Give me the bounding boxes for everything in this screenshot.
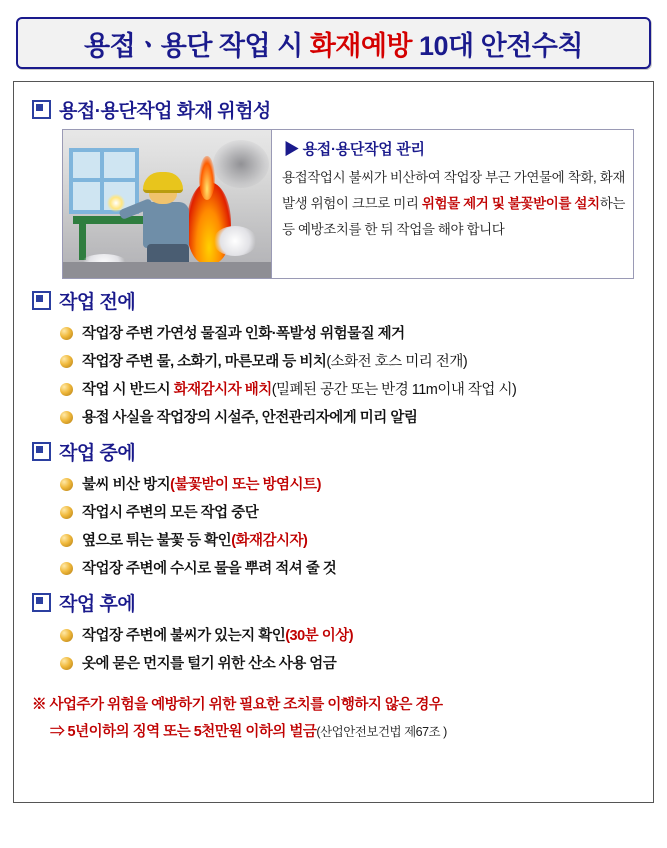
bullet-ball-icon xyxy=(60,411,73,424)
footer-line-1 xyxy=(32,692,641,719)
section-header-during xyxy=(32,438,641,465)
hazard-line-2b: 위험물 제거 xyxy=(421,196,489,211)
page-title-part2: 10대 안전수칙 xyxy=(412,30,583,61)
page-title-banner xyxy=(16,17,651,69)
hazard-callout-heading: ▶ 용접·용단작업 관리 xyxy=(284,141,425,158)
section-header-hazard xyxy=(32,96,641,123)
item-bold: 작업장 주변에 수시로 물을 뿌려 적셔 줄 것 xyxy=(82,561,337,577)
item-bold: 작업시 주변의 모든 작업 중단 xyxy=(82,505,259,521)
footer-penalty: 5년이하의 징역 또는 5천만원 이하의 벌금 xyxy=(67,724,317,740)
list-item xyxy=(60,471,641,499)
bullet-ball-icon xyxy=(60,629,73,642)
item-red: (불꽃받이 또는 방염시트) xyxy=(170,477,321,493)
list-after xyxy=(60,622,641,678)
page-title xyxy=(84,24,583,63)
hazard-callout xyxy=(272,130,633,278)
footer-arrow: ⇒ xyxy=(50,724,68,740)
bullet-ball-icon xyxy=(60,383,73,396)
section-header-after xyxy=(32,589,641,616)
item-bold: 용접 사실을 작업장의 시설주, 안전관리자에게 미리 알림 xyxy=(82,410,418,426)
list-item xyxy=(60,348,641,376)
list-item-text xyxy=(82,622,353,650)
item-bold: 작업장 주변 물, 소화기, 마른모래 등 비치 xyxy=(82,354,327,370)
footer-text-1: 사업주가 위험을 예방하기 위한 필요한 조치를 이행하지 않은 경우 xyxy=(49,697,443,713)
item-plain: (밀폐된 공간 또는 반경 11m이내 작업 시) xyxy=(271,382,517,398)
hazard-line-3a: 및 불꽃받이를 설치 xyxy=(491,196,600,211)
item-bold: 작업장 주변 가연성 물질과 인화·폭발성 위험물질 제거 xyxy=(82,326,405,342)
bullet-ball-icon xyxy=(60,327,73,340)
footer-note xyxy=(32,692,641,746)
item-plain: (소화전 호스 미리 전개) xyxy=(326,354,468,370)
square-bullet-icon xyxy=(32,593,51,612)
square-bullet-icon xyxy=(32,442,51,461)
bullet-ball-icon xyxy=(60,506,73,519)
list-item-text xyxy=(82,320,405,348)
bullet-ball-icon xyxy=(60,657,73,670)
item-red: (화재감시자) xyxy=(231,533,308,549)
section-title-after: 작업 후에 xyxy=(59,594,136,615)
item-bold: 작업 시 반드시 xyxy=(82,382,174,398)
list-item-text xyxy=(82,499,258,527)
list-item xyxy=(60,320,641,348)
item-bold: 옷에 묻은 먼지를 털기 위한 산소 사용 엄금 xyxy=(82,656,337,672)
footer-law-ref: (산업안전보건법 제67조 ) xyxy=(316,725,447,739)
hazard-line-1: 용접작업시 불씨가 비산하여 작업장 부근 가연물에 xyxy=(282,170,565,185)
list-item-text xyxy=(82,650,336,678)
list-during xyxy=(60,471,641,583)
list-item-text xyxy=(82,527,307,555)
square-bullet-icon xyxy=(32,291,51,310)
helmet-icon xyxy=(143,172,183,193)
list-item xyxy=(60,555,641,583)
list-item xyxy=(60,499,641,527)
item-bold: 불씨 비산 방지 xyxy=(82,477,171,493)
list-item xyxy=(60,404,641,432)
list-item xyxy=(60,527,641,555)
hazard-line-4: 작업을 해야 합니다 xyxy=(396,222,505,237)
list-item xyxy=(60,622,641,650)
list-item-text xyxy=(82,555,336,583)
bullet-ball-icon xyxy=(60,355,73,368)
footer-line-2 xyxy=(50,719,641,746)
hazard-line-3b: 하는 등 예방조치를 한 뒤 xyxy=(282,196,625,237)
section-header-before xyxy=(32,287,641,314)
list-item xyxy=(60,650,641,678)
list-before xyxy=(60,320,641,432)
list-item-text xyxy=(82,376,516,404)
bullet-ball-icon xyxy=(60,478,73,491)
hazard-block xyxy=(62,129,634,279)
hazard-callout-body xyxy=(282,165,625,243)
bullet-ball-icon xyxy=(60,534,73,547)
page-title-part1: 용접ㆍ용단 작업 시 xyxy=(84,30,310,61)
content-frame xyxy=(13,81,654,803)
page-title-highlight: 화재예방 xyxy=(309,30,413,61)
list-item-text xyxy=(82,471,321,499)
footer-mark: ※ xyxy=(32,697,50,713)
item-red: 화재감시자 배치 xyxy=(173,382,272,398)
hazard-line-2a: 착화, 화재발생 위험이 크므로 미리 xyxy=(282,170,625,211)
item-bold: 작업장 주변에 불씨가 있는지 확인 xyxy=(82,628,286,644)
list-item xyxy=(60,376,641,404)
section-title-before: 작업 전에 xyxy=(59,292,136,313)
item-bold: 옆으로 튀는 불꽃 등 확인 xyxy=(82,533,232,549)
section-title-during: 작업 중에 xyxy=(59,443,136,464)
list-item-text xyxy=(82,404,417,432)
welding-fire-illustration xyxy=(63,130,272,278)
item-red: (30분 이상) xyxy=(285,628,354,644)
section-title-hazard: 용접·용단작업 화재 위험성 xyxy=(59,101,271,122)
bullet-ball-icon xyxy=(60,562,73,575)
square-bullet-icon xyxy=(32,100,51,119)
window-illustration xyxy=(69,148,139,214)
list-item-text xyxy=(82,348,467,376)
